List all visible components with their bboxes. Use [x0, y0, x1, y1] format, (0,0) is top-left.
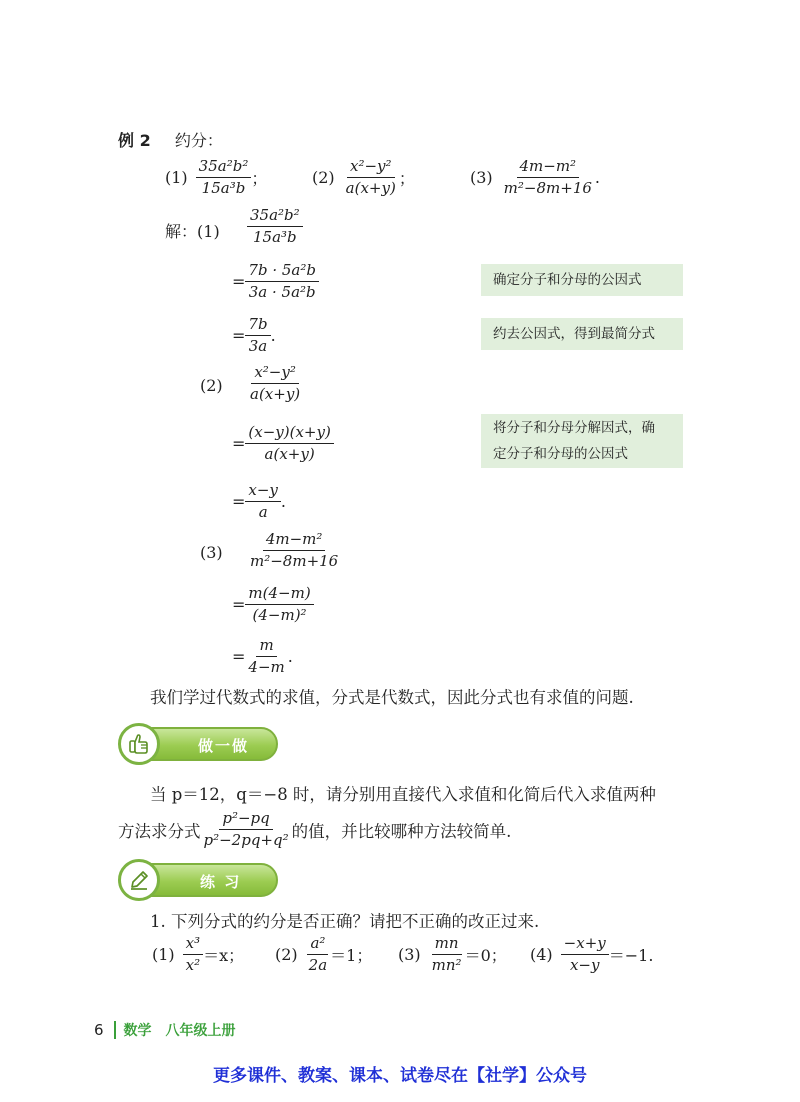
- punct: .: [280, 492, 287, 512]
- denominator: 2a: [308, 956, 328, 975]
- part3-label: (3): [200, 543, 223, 562]
- numerator: 35a²b²: [196, 158, 252, 178]
- problem-1: [165, 158, 267, 198]
- try-it-line1: 当 p＝12，q＝−8 时，请分别用直接代入求值和化简后代入求值两种: [150, 785, 656, 804]
- punct: .: [287, 647, 293, 667]
- note-text: 将分子和分母分解因式，确: [493, 420, 655, 436]
- equals-sign: =: [232, 434, 246, 454]
- part2-step1: [232, 424, 334, 464]
- numerator: x−y: [245, 482, 281, 502]
- denominator: 3a: [248, 337, 268, 356]
- fraction: [247, 531, 341, 571]
- numerator: 4m−m²: [263, 531, 326, 551]
- pencil-icon: [118, 859, 160, 901]
- note-factorize: [481, 414, 683, 468]
- equals-sign: =: [232, 595, 246, 615]
- item-label: (2): [275, 945, 298, 965]
- numerator: (x−y)(x+y): [245, 424, 333, 444]
- note-text: 定分子和分母的公因式: [493, 446, 628, 462]
- numerator: x³: [183, 935, 203, 955]
- numerator: p²−pq: [219, 810, 272, 830]
- equals-sign: =: [232, 272, 246, 292]
- denominator: 15a³b: [253, 228, 297, 247]
- fraction: [183, 935, 203, 975]
- note-text: 约去公因式，得到最简分式: [493, 326, 655, 342]
- part2-step0: [247, 364, 303, 404]
- try-it-label: 做一做: [198, 737, 250, 755]
- note-common-factor: [481, 264, 683, 296]
- fraction: [245, 585, 313, 625]
- numerator: x²−y²: [347, 158, 395, 178]
- item-rhs: ＝−1.: [608, 946, 654, 966]
- numerator: x²−y²: [251, 364, 299, 384]
- denominator: a(x+y): [345, 179, 396, 198]
- equals-sign: =: [232, 492, 246, 512]
- part1-step1: [232, 262, 319, 302]
- footer-divider: [114, 1021, 116, 1039]
- fraction: [245, 637, 287, 677]
- equals-sign: =: [232, 326, 246, 346]
- numerator: 4m−m²: [517, 158, 580, 178]
- numerator: 7b · 5a²b: [245, 262, 319, 282]
- item-label: (1): [152, 945, 175, 965]
- example-title: 例 2: [118, 131, 151, 150]
- fraction: [245, 316, 270, 356]
- problem-2: [312, 158, 415, 198]
- exercise-banner: [118, 858, 278, 902]
- fraction: [306, 935, 331, 975]
- numerator: a²: [307, 935, 328, 955]
- denominator: p²−2pq+q²: [203, 831, 289, 850]
- problem-label: (3): [470, 168, 493, 188]
- part1-step2: [232, 316, 276, 356]
- item-rhs: ＝1；: [330, 946, 373, 966]
- try-it-suffix: 的值，并比较哪种方法较简单.: [291, 821, 512, 841]
- denominator: a(x+y): [264, 445, 315, 464]
- denominator: m²−8m+16: [250, 552, 339, 571]
- fraction: [561, 935, 609, 975]
- note-text: 确定分子和分母的公因式: [493, 272, 642, 288]
- example-task: 约分：: [174, 131, 223, 150]
- denominator: m²−8m+16: [503, 179, 592, 198]
- fraction: [247, 364, 303, 404]
- part-label: (1): [197, 222, 220, 241]
- book-title: 数学 八年级上册: [123, 1023, 236, 1039]
- fraction: [245, 424, 333, 464]
- denominator: a(x+y): [250, 385, 301, 404]
- part3-step1: [232, 585, 314, 625]
- numerator: −x+y: [561, 935, 609, 955]
- exercise-label: 练 习: [200, 873, 242, 891]
- fraction: [245, 262, 319, 302]
- fraction: [429, 935, 465, 975]
- problem-3: [470, 158, 600, 198]
- numerator: 7b: [245, 316, 270, 336]
- denominator: (4−m)²: [252, 606, 307, 625]
- problem-label: (1): [165, 168, 188, 188]
- solution-intro: [165, 219, 220, 242]
- remark-paragraph: 我们学过代数式的求值，分式是代数式，因此分式也有求值的问题.: [150, 688, 634, 707]
- part2-label: (2): [200, 376, 223, 395]
- example-heading: [118, 128, 223, 151]
- fraction: [245, 482, 281, 522]
- numerator: m(4−m): [245, 585, 313, 605]
- denominator: mn²: [431, 956, 462, 975]
- denominator: 4−m: [248, 658, 285, 677]
- punct: .: [594, 168, 600, 188]
- fraction: [247, 207, 303, 247]
- fraction: [196, 158, 252, 198]
- part1-step0: [247, 207, 303, 247]
- part3-step2: [232, 637, 293, 677]
- numerator: 35a²b²: [247, 207, 303, 227]
- try-it-banner: [118, 722, 278, 766]
- denominator: x−y: [569, 956, 600, 975]
- fraction: [501, 158, 595, 198]
- item-rhs: ＝0；: [464, 946, 507, 966]
- punct: .: [270, 326, 276, 346]
- problem-label: (2): [312, 168, 335, 188]
- item-rhs: ＝x；: [203, 946, 245, 966]
- punct: ；: [398, 169, 415, 189]
- numerator: m: [256, 637, 276, 657]
- numerator: mn: [432, 935, 462, 955]
- part2-step2: [232, 482, 286, 522]
- item-label: (4): [530, 945, 553, 965]
- promo-text: 更多课件、教案、课本、试卷尽在【社学】公众号: [213, 1066, 587, 1086]
- page-number: 6: [94, 1021, 104, 1039]
- solution-label: 解：: [165, 222, 198, 241]
- fraction: [343, 158, 399, 198]
- denominator: 15a³b: [201, 179, 246, 198]
- page-footer: [94, 1020, 236, 1040]
- punct: ；: [251, 169, 268, 189]
- item-label: (3): [398, 945, 421, 965]
- exercise-item-1: [152, 935, 244, 975]
- try-it-line2: [118, 810, 511, 850]
- exercise-item-4: [530, 935, 653, 975]
- exercise-item-3: [398, 935, 507, 975]
- part3-step0: [247, 531, 341, 571]
- denominator: x²: [185, 956, 201, 975]
- exercise-question-1: 1. 下列分式的约分是否正确？请把不正确的改正过来.: [150, 912, 540, 931]
- note-simplest-form: [481, 318, 683, 350]
- denominator: 3a · 5a²b: [248, 283, 316, 302]
- fraction: [201, 810, 292, 850]
- equals-sign: =: [232, 647, 246, 667]
- hand-pointing-icon: [118, 723, 160, 765]
- try-it-prefix: 方法求分式: [118, 821, 201, 841]
- exercise-item-2: [275, 935, 372, 975]
- denominator: a: [258, 503, 268, 522]
